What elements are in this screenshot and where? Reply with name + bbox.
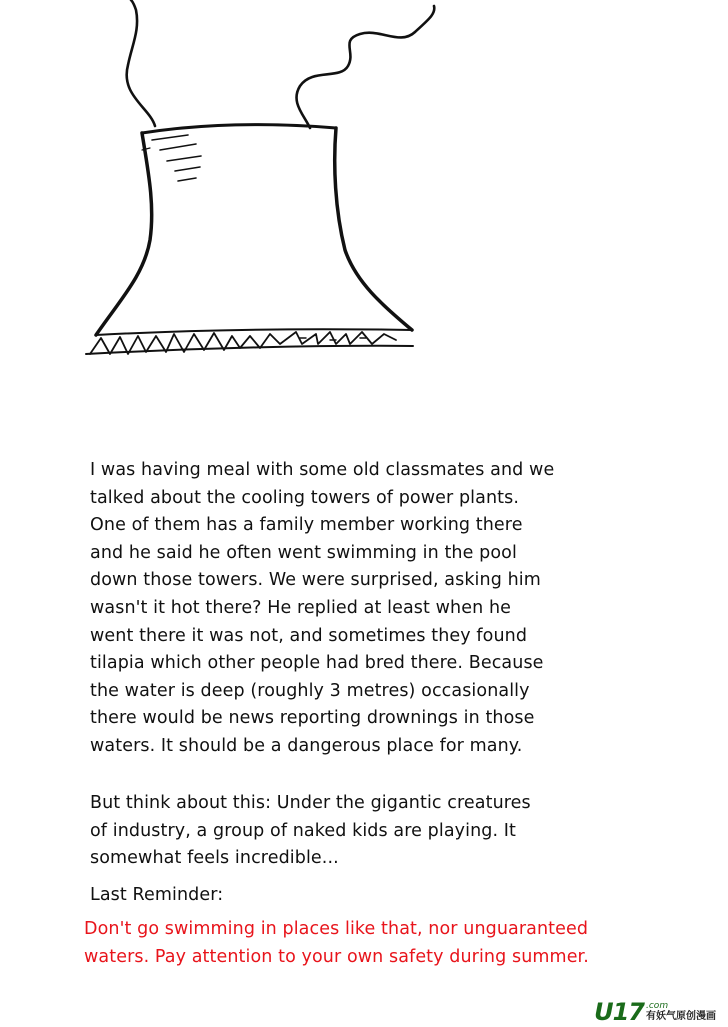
watermark-text	[646, 1002, 716, 1023]
cooling-tower-sketch-icon	[0, 0, 728, 400]
tower-base-bottom	[86, 346, 413, 354]
tower-right	[335, 128, 412, 330]
story-paragraph-2	[90, 790, 690, 873]
story-line: somewhat feels incredible...	[90, 848, 339, 869]
story-line: there would be news reporting drownings in those	[90, 708, 535, 729]
story-line: the water is deep (roughly 3 metres) occasionally	[90, 680, 530, 701]
watermark-slogan: 有妖气原创漫画	[646, 1011, 716, 1022]
story-line: and he said he often went swimming in the pool	[90, 542, 517, 563]
story-line: talked about the cooling towers of power plants.	[90, 487, 519, 508]
warning-line: Don't go swimming in places like that, nor unguaranteed	[84, 919, 589, 939]
tower-top	[142, 125, 336, 133]
story-line: went there it was not, and sometimes they found	[90, 625, 528, 646]
watermark-domain: .com	[646, 1001, 669, 1011]
smoke-left	[127, 0, 155, 126]
story-line: One of them has a family member working there	[90, 515, 523, 536]
u17-watermark	[594, 998, 716, 1026]
story-line: But think about this: Under the gigantic creatures	[90, 793, 531, 813]
u17-logo: U17	[594, 998, 644, 1026]
smoke-right	[297, 6, 435, 128]
safety-warning	[84, 916, 684, 971]
story-line: of industry, a group of naked kids are playing. It	[90, 820, 517, 841]
story-line: tilapia which other people had bred there. Because	[90, 653, 544, 674]
story-line: down those towers. We were surprised, asking him	[90, 570, 541, 591]
story-line: wasn't it hot there? He replied at least when he	[90, 597, 511, 618]
tower-left	[96, 133, 152, 335]
warning-line: waters. Pay attention to your own safety during summer.	[84, 946, 589, 967]
reminder-title: Last Reminder:	[90, 885, 224, 905]
story-line: waters. It should be a dangerous place for many.	[90, 735, 523, 756]
story-line: I was having meal with some old classmates and we	[90, 460, 555, 480]
story-paragraph-1	[90, 457, 690, 761]
